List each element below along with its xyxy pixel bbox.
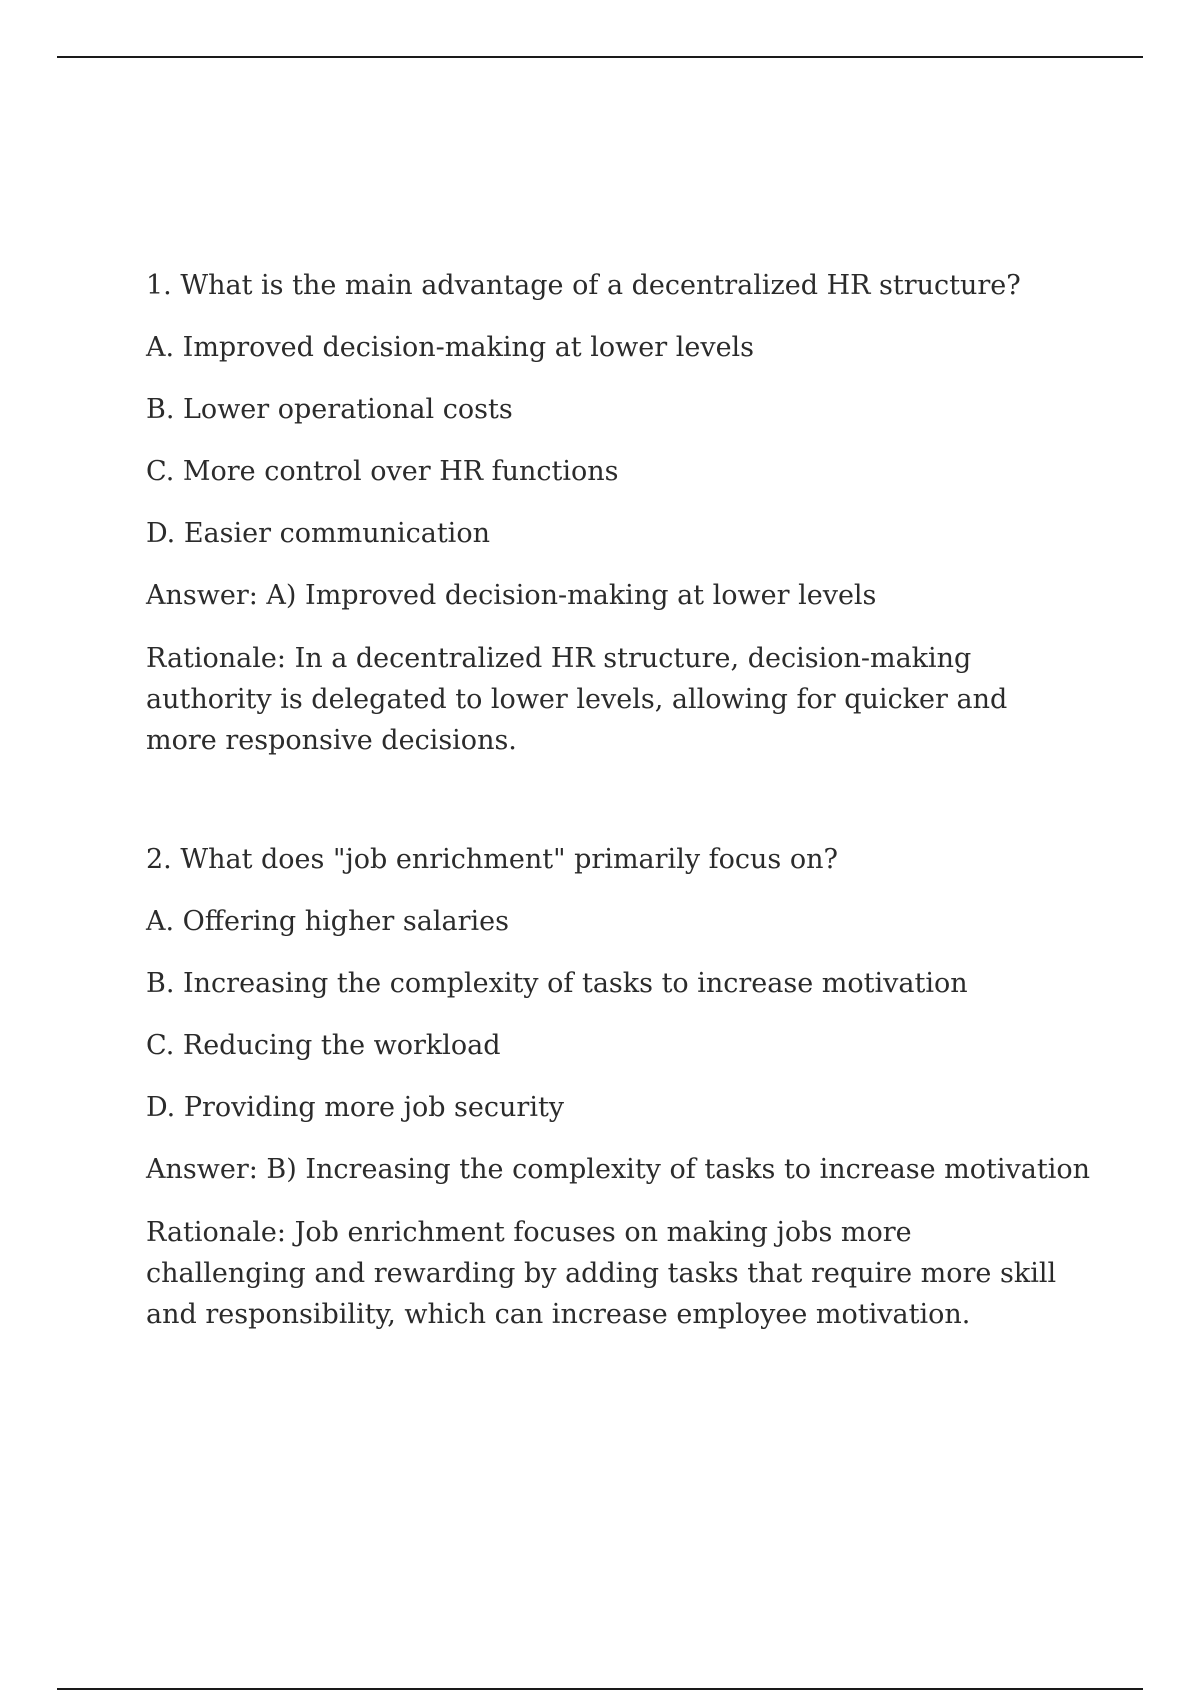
- header-rule: [57, 56, 1143, 58]
- answer-text: Answer: A) Improved decision-making at lower levels: [146, 580, 877, 611]
- document-body: [146, 266, 1096, 1335]
- question-text: 1. What is the main advantage of a decentralized HR structure?: [146, 270, 1021, 301]
- answer-text: Answer: B) Increasing the complexity of tasks to increase motivation: [146, 1154, 1090, 1185]
- question-block-2: [146, 840, 1096, 1335]
- option-b: B. Increasing the complexity of tasks to increase motivation: [146, 968, 968, 999]
- rationale-text: Rationale: Job enrichment focuses on making jobs more challenging and rewarding by adding tasks that require more skill and responsibility, which can increase employee motivation.: [146, 1217, 1057, 1330]
- option-b: B. Lower operational costs: [146, 394, 513, 425]
- option-d: D. Providing more job security: [146, 1092, 565, 1123]
- rationale-text: Rationale: In a decentralized HR structure, decision-making authority is delegated to lower levels, allowing for quicker and more responsive decisions.: [146, 643, 1008, 756]
- option-d: D. Easier communication: [146, 518, 490, 549]
- option-c: C. Reducing the workload: [146, 1030, 501, 1061]
- question-text: 2. What does "job enrichment" primarily focus on?: [146, 844, 838, 875]
- footer-rule: [57, 1688, 1143, 1690]
- option-a: A. Offering higher salaries: [146, 906, 509, 937]
- option-a: A. Improved decision-making at lower levels: [146, 332, 755, 363]
- option-c: C. More control over HR functions: [146, 456, 619, 487]
- question-block-1: [146, 266, 1096, 761]
